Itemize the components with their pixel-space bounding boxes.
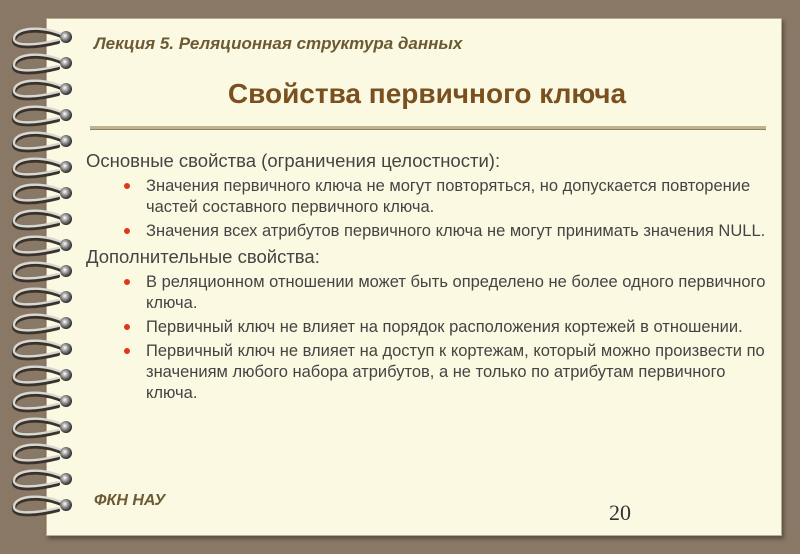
spiral-binding [0, 0, 90, 554]
title-divider [90, 126, 766, 130]
list-item [86, 176, 766, 218]
binding-ring-icon [14, 367, 72, 385]
bullet-text: Первичный ключ не влияет на доступ к кортежам, который можно произвести по значениям любого набора атрибутов, а не только по атрибутам первичного ключа. [146, 342, 765, 402]
list-item [86, 221, 766, 242]
slide-content [86, 150, 766, 408]
binding-ring-icon [14, 289, 72, 307]
binding-ring-icon [14, 419, 72, 437]
binding-ring-icon [14, 107, 72, 125]
binding-ring-icon [14, 133, 72, 151]
list-item [86, 341, 766, 404]
binding-ring-icon [14, 445, 72, 463]
bullet-dot-icon [124, 183, 130, 189]
bullet-list-main [86, 176, 766, 242]
lecture-title: Лекция 5. Реляционная структура данных [94, 34, 463, 53]
bullet-text: В реляционном отношении может быть определено не более одного первичного ключа. [146, 273, 766, 312]
bullet-text: Значения всех атрибутов первичного ключа не могут принимать значения NULL. [146, 222, 766, 240]
bullet-text: Первичный ключ не влияет на порядок расположения кортежей в отношении. [146, 318, 743, 336]
bullet-dot-icon [124, 279, 130, 285]
binding-ring-icon [14, 393, 72, 411]
binding-ring-icon [14, 185, 72, 203]
binding-ring-icon [14, 211, 72, 229]
bullet-dot-icon [124, 228, 130, 234]
binding-ring-icon [14, 497, 72, 515]
binding-ring-icon [14, 55, 72, 73]
section-heading-main: Основные свойства (ограничения целостности): [86, 150, 501, 171]
section-heading-additional: Дополнительные свойства: [86, 246, 320, 267]
binding-ring-icon [14, 81, 72, 99]
binding-ring-icon [14, 471, 72, 489]
slide-title: Свойства первичного ключа [227, 78, 627, 109]
binding-ring-icon [14, 341, 72, 359]
binding-ring-icon [14, 237, 72, 255]
bullet-text: Значения первичного ключа не могут повторяться, но допускается повторение частей составного первичного ключа. [146, 177, 751, 216]
bullet-list-additional [86, 272, 766, 404]
footer-organization: ФКН НАУ [94, 492, 166, 509]
binding-ring-icon [14, 29, 72, 47]
binding-ring-icon [14, 159, 72, 177]
binding-ring-icon [14, 315, 72, 333]
bullet-dot-icon [124, 348, 130, 354]
bullet-dot-icon [124, 324, 130, 330]
list-item [86, 272, 766, 314]
list-item [86, 317, 766, 338]
page-number: 20 [609, 500, 631, 525]
binding-ring-icon [14, 263, 72, 281]
